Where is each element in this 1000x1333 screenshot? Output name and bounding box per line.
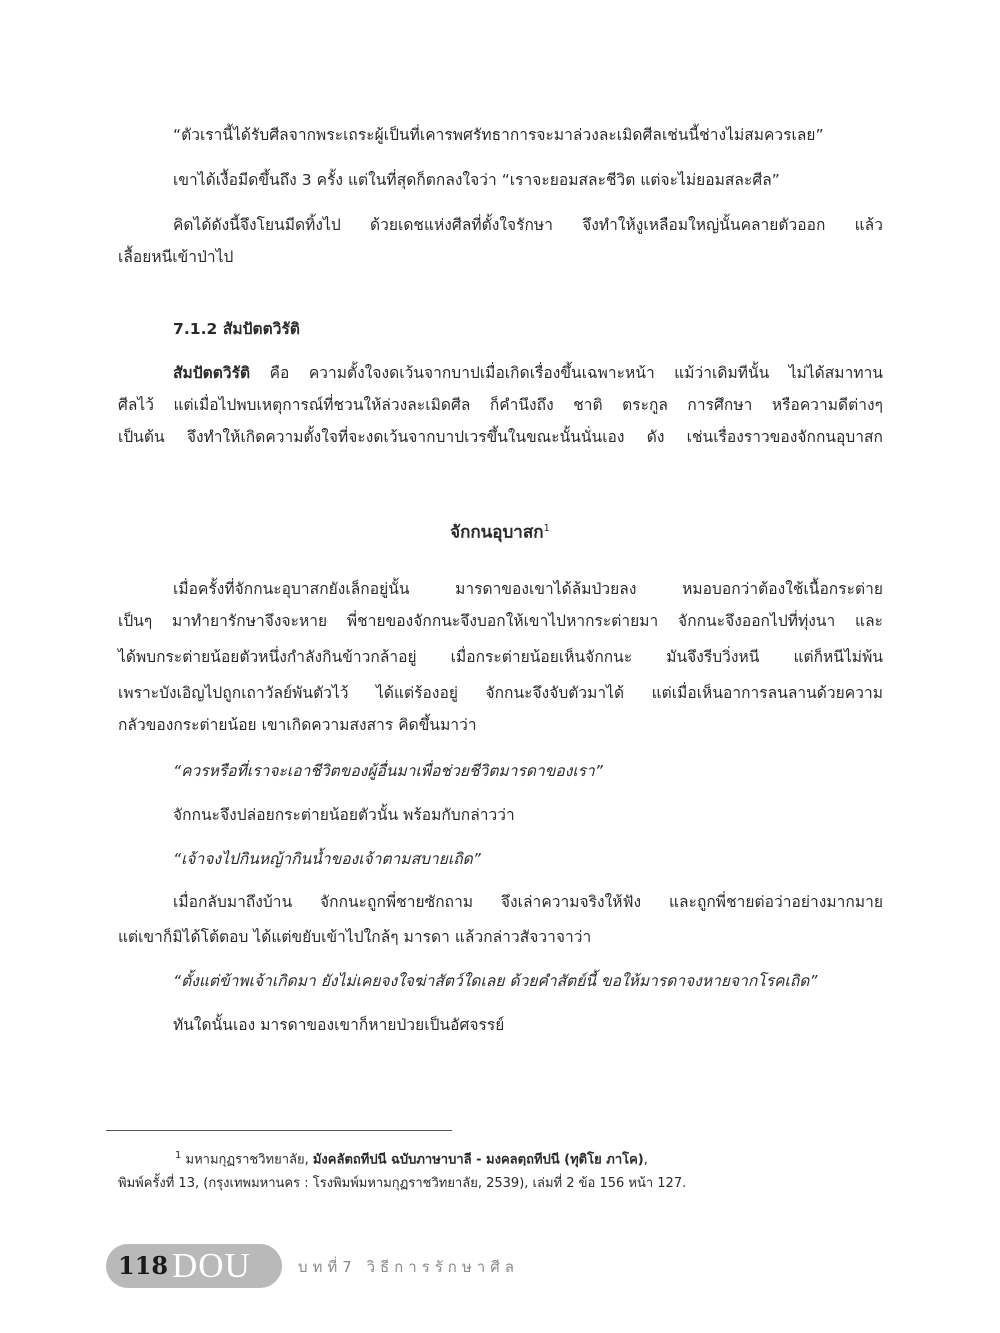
section-heading: 7.1.2 สัมปัตตวิรัติ [173, 320, 300, 338]
story-paragraph-1-line-1: เมื่อครั้งที่จักกนะอุบาสกยังเล็กอยู่นั้น มารดาของเขาได้ล้มป่วยลง หมอบอกว่าต้องใช้เนื้อกระต่าย [173, 580, 883, 598]
footnote-title: มังคลัตถทีปนี ฉบับภาษาบาลี - มงคลตฺถทีปนี (ทุติโย ภาโค) [312, 1152, 644, 1168]
story-paragraph-2: จักกนะจึงปล่อยกระต่ายน้อยตัวนั้น พร้อมกับกล่าวว่า [173, 806, 515, 824]
intro-quote: “ตัวเรานี้ได้รับศีลจากพระเถระผู้เป็นที่เคารพศรัทธาการจะมาล่วงละเมิดศีลเช่นนี้ช่างไม่สมควรเลย” [173, 126, 824, 144]
story-paragraph-4: ทันใดนั้นเอง มารดาของเขาก็หายป่วยเป็นอัศจรรย์ [173, 1016, 505, 1034]
story-paragraph-3-line-2: แต่เขาก็มิได้โต้ตอบ ได้แต่ขยับเข้าไปใกล้ๆ มารดา แล้วกล่าวสัจวาจาว่า [118, 928, 592, 946]
story-quote-1: “ควรหรือที่เราจะเอาชีวิตของผู้อื่นมาเพื่อช่วยชีวิตมารดาของเรา” [173, 762, 603, 780]
story-title-footnote-ref: 1 [543, 523, 550, 534]
intro-paragraph-3-line-2: เลื้อยหนีเข้าป่าไป [118, 248, 234, 266]
story-quote-2: “เจ้าจงไปกินหญ้ากินน้ำของเจ้าตามสบายเถิด” [173, 850, 481, 868]
section-paragraph-line-2: ศีลไว้ แต่เมื่อไปพบเหตุการณ์ที่ชวนให้ล่วงละเมิดศีล ก็คำนึงถึง ชาติ ตระกูล การศึกษา หรือความดีต่างๆ [118, 396, 883, 414]
section-paragraph-line-1-text: คือ ความตั้งใจงดเว้นจากบาปเมื่อเกิดเรื่องขึ้นเฉพาะหน้า แม้ว่าเดิมทีนั้น ไม่ได้สมาทาน [250, 364, 883, 382]
intro-paragraph-2: เขาได้เงื้อมีดขึ้นถึง 3 ครั้ง แต่ในที่สุดก็ตกลงใจว่า “เราจะยอมสละชีวิต แต่จะไม่ยอมสละศีล” [173, 171, 780, 189]
footnote-line-1 [175, 1146, 648, 1170]
page-number: 118 [118, 1251, 169, 1280]
brand-logo-text: DOU [172, 1246, 251, 1285]
footnote-divider [106, 1130, 452, 1131]
footnote-line-2: พิมพ์ครั้งที่ 13, (กรุงเทพมหานคร : โรงพิมพ์มหามกุฏราชวิทยาลัย, 2539), เล่มที่ 2 ข้อ 156 หน้า 127. [118, 1176, 687, 1191]
footnote-comma: , [643, 1152, 648, 1168]
story-title-text: จักกนอุบาสก [450, 522, 544, 543]
story-paragraph-1-line-5: กลัวของกระต่ายน้อย เขาเกิดความสงสาร คิดขึ้นมาว่า [118, 716, 477, 734]
page-number-badge [106, 1244, 282, 1288]
footnote-mark: 1 [175, 1150, 182, 1161]
story-paragraph-1-line-2: เป็นๆ มาทำยารักษาจึงจะหาย พี่ชายของจักกนะจึงบอกให้เขาไปหากระต่ายมา จักกนะจึงออกไปที่ทุ่งนา และ [118, 612, 883, 630]
section-paragraph-line-3: เป็นต้น จึงทำให้เกิดความตั้งใจที่จะงดเว้นจากบาปเวรขึ้นในขณะนั้นนั่นเอง ดัง เช่นเรื่องราวของจักกนอุบาสก [118, 428, 883, 446]
story-title [0, 517, 1000, 545]
section-term: สัมปัตตวิรัติ [173, 364, 251, 382]
chapter-title: บทที่7 วิธีการรักษาศีล [298, 1258, 519, 1276]
story-paragraph-3-line-1: เมื่อกลับมาถึงบ้าน จักกนะถูกพี่ชายซักถาม จึงเล่าความจริงให้ฟัง และถูกพี่ชายต่อว่าอย่างมากมาย [173, 893, 883, 911]
section-paragraph-line-1 [173, 362, 883, 384]
intro-paragraph-3-line-1: คิดได้ดังนี้จึงโยนมีดทิ้งไป ด้วยเดชแห่งศีลที่ตั้งใจรักษา จึงทำให้งูเหลือมใหญ่นั้นคลายตัวออก แล้ว [173, 216, 883, 234]
story-quote-3: “ตั้งแต่ข้าพเจ้าเกิดมา ยังไม่เคยจงใจฆ่าสัตว์ใดเลย ด้วยคำสัตย์นี้ ขอให้มารดาจงหายจากโรคเถิด” [173, 972, 818, 990]
footnote-author: มหามกุฏราชวิทยาลัย, [181, 1152, 313, 1168]
story-paragraph-1-line-4: เพราะบังเอิญไปถูกเถาวัลย์พันตัวไว้ ได้แต่ร้องอยู่ จักกนะจึงจับตัวมาได้ แต่เมื่อเห็นอาการลนลานด้วยความ [118, 684, 883, 702]
story-paragraph-1-line-3: ได้พบกระต่ายน้อยตัวหนึ่งกำลังกินข้าวกล้าอยู่ เมื่อกระต่ายน้อยเห็นจักกนะ มันจึงรีบวิ่งหนี แต่ก็หนีไม่พ้น [118, 648, 883, 666]
